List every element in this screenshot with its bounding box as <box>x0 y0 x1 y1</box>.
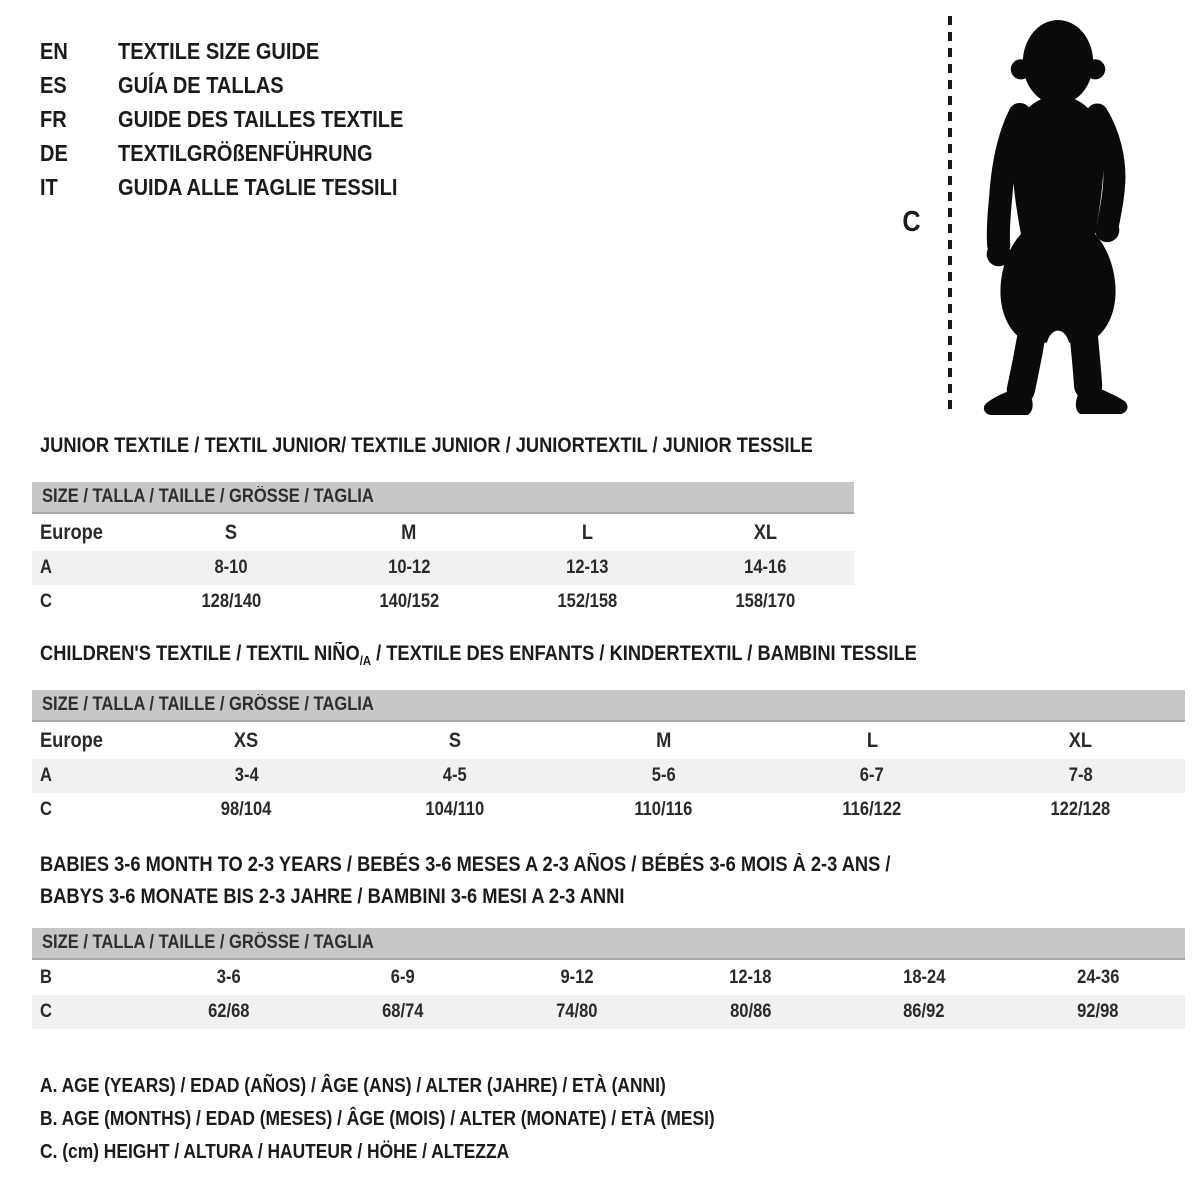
babies-title-line2: BABYS 3-6 MONATE BIS 2-3 JAHRE / BAMBINI 3-6 MESI A 2-3 ANNI <box>40 885 625 908</box>
age-value-cell: 4-5 <box>351 759 560 793</box>
legend-age-months: B. AGE (MONTHS) / EDAD (MESES) / ÂGE (MOIS) / ALTER (MONATE) / ETÀ (MESI) <box>40 1108 715 1130</box>
size-value-cell: S <box>448 728 461 752</box>
baby-silhouette-icon <box>952 8 1164 420</box>
section-title-junior: JUNIOR TEXTILE / TEXTIL JUNIOR/ TEXTILE JUNIOR / JUNIORTEXTIL / JUNIOR TESSILE <box>40 434 813 457</box>
row-label: C <box>40 591 52 612</box>
size-table-children <box>32 690 1185 827</box>
height-value-cell: 104/110 <box>425 799 485 820</box>
legend-age-years: A. AGE (YEARS) / EDAD (AÑOS) / ÂGE (ANS) / ALTER (JAHRE) / ETÀ (ANNI) <box>40 1075 666 1097</box>
size-table-junior <box>32 482 854 619</box>
size-header-row <box>32 928 1185 959</box>
height-value-cell: 74/80 <box>490 995 664 1029</box>
table-row-age-years <box>32 759 1185 793</box>
nino-a-subscript: /A <box>359 653 372 669</box>
size-header-label: SIZE / TALLA / TAILLE / GRÖSSE / TAGLIA <box>42 486 374 507</box>
size-header-row <box>32 690 1185 721</box>
language-code: EN <box>40 37 68 64</box>
language-guide-title: GUIDA ALLE TAGLIE TESSILI <box>118 173 398 200</box>
height-value-cell: 116/122 <box>842 799 902 820</box>
height-value-cell: 128/140 <box>201 591 261 612</box>
language-code: DE <box>40 139 68 166</box>
age-value-cell: 3-4 <box>142 759 351 793</box>
height-value-cell: 140/152 <box>379 591 439 612</box>
age-value-cell: 14-16 <box>676 551 854 585</box>
size-header-label: SIZE / TALLA / TAILLE / GRÖSSE / TAGLIA <box>42 932 374 953</box>
row-label: B <box>40 966 52 988</box>
row-label: A <box>32 759 142 793</box>
height-value-cell: 62/68 <box>142 995 316 1029</box>
row-label: C <box>40 799 52 820</box>
language-row-es <box>40 68 446 102</box>
section-title-children: CHILDREN'S TEXTILE / TEXTIL $NIÑO_{/A}$ / TEXTILE DES ENFANTS / KINDERTEXTIL / BAMBINI TESSILE <box>40 642 917 669</box>
height-value-cell: 158/170 <box>735 591 795 612</box>
table-row-europe <box>32 513 854 551</box>
age-value-cell: 24-36 <box>1076 966 1120 988</box>
size-table-babies <box>32 928 1185 1029</box>
section-title-babies <box>40 849 1018 913</box>
language-row-en <box>40 34 446 68</box>
age-value-cell: 8-10 <box>142 551 320 585</box>
size-header-row <box>32 482 854 513</box>
language-guide-title: GUIDE DES TAILLES TEXTILE <box>118 105 404 132</box>
age-value-cell: 9-12 <box>560 966 594 988</box>
language-row-de <box>40 136 446 170</box>
language-code: ES <box>40 71 67 98</box>
age-value-cell: 5-6 <box>559 759 768 793</box>
age-value-cell: 10-12 <box>320 551 498 585</box>
row-label: Europe <box>40 728 103 752</box>
legend-height-cm: C. (cm) HEIGHT / ALTURA / HAUTEUR / HÖHE / ALTEZZA <box>40 1141 510 1163</box>
language-guide-title: TEXTILE SIZE GUIDE <box>118 37 320 64</box>
table-row-europe <box>32 721 1185 759</box>
language-code: FR <box>40 105 67 132</box>
age-value-cell: 12-13 <box>498 551 676 585</box>
age-value-cell: 6-7 <box>768 759 977 793</box>
age-value-cell: 6-9 <box>390 966 415 988</box>
size-value-cell: XL <box>753 520 777 544</box>
age-value-cell: 12-18 <box>729 966 772 988</box>
size-value-cell: M <box>401 520 417 544</box>
language-row-fr <box>40 102 446 136</box>
size-header-label: SIZE / TALLA / TAILLE / GRÖSSE / TAGLIA <box>42 694 374 715</box>
language-row-it <box>40 170 446 204</box>
height-value-cell: 122/128 <box>1050 799 1111 820</box>
size-value-cell: S <box>224 520 238 544</box>
row-label: A <box>32 551 142 585</box>
size-value-cell: XL <box>1069 728 1093 752</box>
language-guide-title: GUÍA DE TALLAS <box>118 71 284 98</box>
height-measure-label: C <box>902 206 921 238</box>
size-value-cell: L <box>581 520 593 544</box>
babies-title-line1: BABIES 3-6 MONTH TO 2-3 YEARS / BEBÉS 3-6 MESES A 2-3 AÑOS / BÉBÉS 3-6 MOIS À 2-3 ANS / <box>40 853 891 876</box>
language-code: IT <box>40 173 58 200</box>
measure-legend <box>40 1070 816 1169</box>
table-row-height-cm <box>32 793 1185 827</box>
row-label: C <box>32 995 142 1029</box>
table-row-height-cm <box>32 585 854 619</box>
age-value-cell: 7-8 <box>976 759 1185 793</box>
size-value-cell: L <box>866 728 878 752</box>
table-row-age-months <box>32 959 1185 995</box>
row-label: Europe <box>40 520 103 544</box>
height-value-cell: 86/92 <box>837 995 1011 1029</box>
height-value-cell: 92/98 <box>1011 995 1185 1029</box>
height-value-cell: 98/104 <box>221 799 272 820</box>
height-value-cell: 80/86 <box>663 995 837 1029</box>
height-value-cell: 68/74 <box>316 995 490 1029</box>
table-row-height-cm <box>32 995 1185 1029</box>
height-value-cell: 152/158 <box>557 591 617 612</box>
size-value-cell: M <box>655 728 672 752</box>
language-title-list <box>40 34 446 204</box>
size-value-cell: XS <box>234 728 259 752</box>
age-value-cell: 18-24 <box>903 966 946 988</box>
table-row-age-years <box>32 551 854 585</box>
height-value-cell: 110/116 <box>634 799 693 820</box>
age-value-cell: 3-6 <box>216 966 241 988</box>
language-guide-title: TEXTILGRÖßENFÜHRUNG <box>118 139 373 166</box>
